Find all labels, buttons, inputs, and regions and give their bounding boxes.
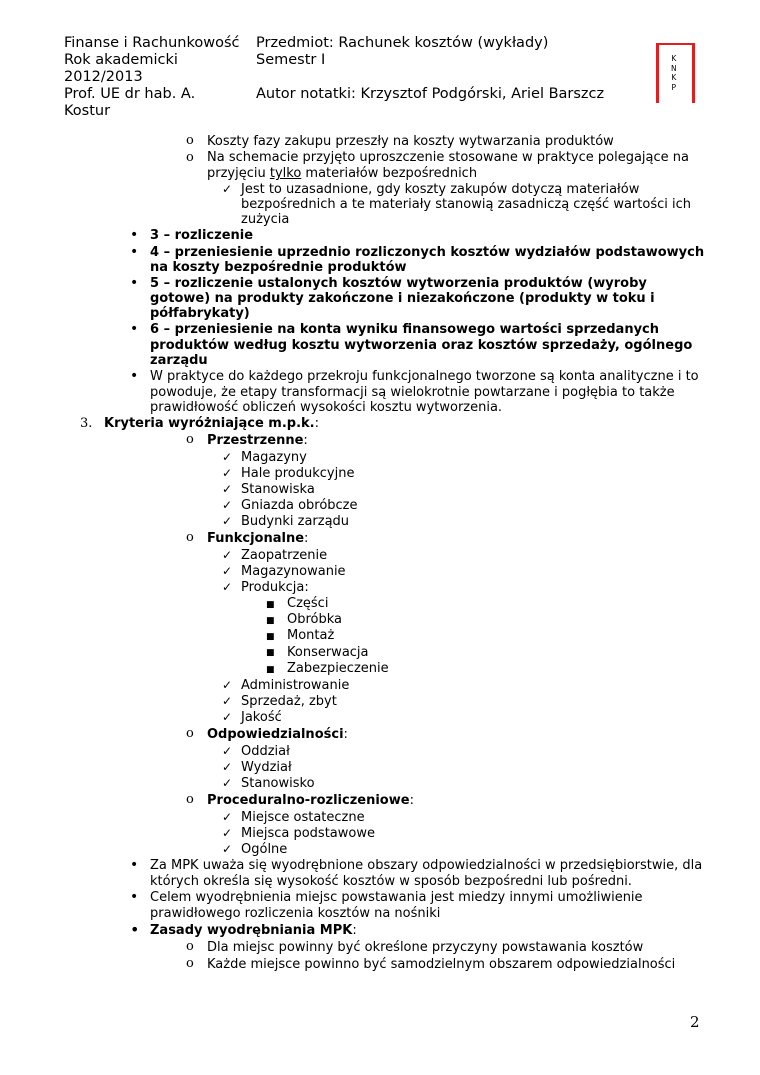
list-item: Koszty fazy zakupu przeszły na koszty wytwarzania produktów (207, 134, 614, 149)
bullet-icon: • (130, 368, 139, 384)
bullet-icon: • (130, 275, 139, 291)
list-item: Stanowiska (241, 482, 315, 497)
list-item-continued: prawidłowego rozliczenia kosztów na nośniki (150, 906, 441, 921)
square-bullet-icon: ■ (266, 600, 275, 610)
text-span: materiałów bezpośrednich (301, 166, 478, 181)
checkmark-icon: ✓ (222, 826, 233, 840)
circle-bullet-icon: o (186, 956, 194, 971)
header-faculty: Finanse i Rachunkowość (64, 35, 240, 51)
list-item: Wydział (241, 760, 292, 775)
list-item: Celem wyodrębnienia miejsc powstawania jest miedzy innymi umożliwienie (150, 890, 643, 905)
logo-letter: P (671, 82, 677, 92)
list-item-continued: gotowe) na produkty zakończone i niezakończone (produkty w toku i (150, 291, 655, 306)
list-item: Administrowanie (241, 678, 350, 693)
bullet-icon: • (130, 857, 139, 873)
checkmark-icon: ✓ (222, 760, 233, 774)
checkmark-icon: ✓ (222, 466, 233, 480)
list-item: Montaż (287, 628, 335, 643)
criterion-heading (207, 433, 308, 448)
checkmark-icon: ✓ (222, 776, 233, 790)
list-item: Hale produkcyjne (241, 466, 355, 481)
checkmark-icon: ✓ (222, 678, 233, 692)
criterion-colon: : (304, 531, 309, 546)
circle-bullet-icon: o (186, 150, 194, 165)
list-item: Zaopatrzenie (241, 548, 328, 563)
logo-letter: N (671, 63, 677, 73)
checkmark-icon: ✓ (222, 710, 233, 724)
criterion-colon: : (409, 793, 414, 808)
list-item: Każde miejsce powinno być samodzielnym obszarem odpowiedzialności (207, 957, 676, 972)
list-item: 3 – rozliczenie (150, 228, 254, 243)
logo-letter: K (671, 73, 677, 82)
header-professor: Prof. UE dr hab. A. (64, 86, 196, 102)
list-item-continued: powoduje, że etapy transformacji są wielokrotnie powtarzane i pogłębia to także (150, 385, 675, 400)
list-item-continued (207, 166, 477, 181)
page-number: 2 (690, 1013, 700, 1031)
list-item-continued: prawidłowość obliczeń wysokości kosztu wytworzenia. (150, 400, 503, 415)
checkmark-icon: ✓ (222, 842, 233, 856)
criterion-heading (207, 531, 308, 546)
list-item: Magazynowanie (241, 564, 346, 579)
list-item: Budynki zarządu (241, 514, 350, 529)
header-year-label: Rok akademicki (64, 52, 178, 68)
circle-bullet-icon: o (186, 432, 194, 447)
square-bullet-icon: ■ (266, 665, 275, 675)
list-item: Gniazda obróbcze (241, 498, 358, 513)
bullet-icon: • (130, 244, 139, 260)
checkmark-icon: ✓ (222, 564, 233, 578)
circle-bullet-icon: o (186, 792, 194, 807)
list-item: Konserwacja (287, 645, 369, 660)
list-item: Produkcja: (241, 580, 309, 595)
header-year: 2012/2013 (64, 69, 143, 85)
underlined-text: tylko (269, 166, 302, 181)
section-heading (104, 416, 319, 431)
bullet-icon: • (130, 321, 139, 337)
bullet-icon: • (130, 227, 139, 243)
list-item: Dla miejsc powinny być określone przyczyny powstawania kosztów (207, 940, 644, 955)
list-item: 6 – przeniesienie na konta wyniku finansowego wartości sprzedanych (150, 322, 660, 337)
criterion-heading (207, 727, 348, 742)
checkmark-icon: ✓ (222, 810, 233, 824)
criterion-colon: : (303, 433, 308, 448)
list-item-continued: zarządu (150, 353, 208, 368)
list-item-continued: półfabrykaty) (150, 306, 250, 321)
square-bullet-icon: ■ (266, 648, 275, 658)
list-item-continued: których określa się wysokość kosztów w sposób bezpośredni lub pośredni. (150, 874, 632, 889)
list-item-continued: produktów według kosztu wytworzenia oraz kosztów sprzedaży, ogólnego (150, 338, 693, 353)
list-item: Magazyny (241, 450, 307, 465)
heading-colon: : (314, 416, 320, 431)
checkmark-icon: ✓ (222, 498, 233, 512)
list-item: Obróbka (287, 612, 343, 627)
list-item: Za MPK uważa się wyodrębnione obszary odpowiedzialności w przedsiębiorstwie, dla (150, 858, 703, 873)
list-item: Części (287, 596, 329, 611)
heading-text: Kryteria wyróżniające m.p.k. (104, 416, 315, 431)
list-item: Miejsca podstawowe (241, 826, 375, 841)
header-professor-name: Kostur (64, 103, 111, 119)
list-item: Na schemacie przyjęto uproszczenie stosowane w praktyce polegające na (207, 150, 689, 165)
checkmark-icon: ✓ (222, 744, 233, 758)
list-item: Stanowisko (241, 776, 315, 791)
heading-colon: : (352, 923, 357, 938)
section-number: 3. (80, 416, 93, 431)
list-item: Oddział (241, 744, 290, 759)
criterion-name: Przestrzenne (207, 433, 304, 448)
list-item: Ogólne (241, 842, 288, 857)
list-item-continued: zużycia (241, 212, 290, 227)
checkmark-icon: ✓ (222, 548, 233, 562)
checkmark-icon: ✓ (222, 182, 233, 196)
square-bullet-icon: ■ (266, 616, 275, 626)
bullet-icon: • (130, 889, 139, 905)
criterion-name: Proceduralno-rozliczeniowe (207, 793, 410, 808)
circle-bullet-icon: o (186, 939, 194, 954)
square-bullet-icon: ■ (266, 632, 275, 642)
circle-bullet-icon: o (186, 133, 194, 148)
criterion-name: Odpowiedzialności (207, 727, 344, 742)
header-author: Autor notatki: Krzysztof Podgórski, Ariel Barszcz (256, 86, 605, 102)
checkmark-icon: ✓ (222, 450, 233, 464)
list-item: Miejsce ostateczne (241, 810, 365, 825)
logo-letter: K (671, 54, 677, 63)
circle-bullet-icon: o (186, 530, 194, 545)
criterion-name: Funkcjonalne (207, 531, 305, 546)
list-item: 4 – przeniesienie uprzednio rozliczonych kosztów wydziałów podstawowych (150, 245, 705, 260)
checkmark-icon: ✓ (222, 482, 233, 496)
criterion-colon: : (343, 727, 348, 742)
checkmark-icon: ✓ (222, 580, 233, 594)
list-heading (150, 923, 357, 938)
list-item-continued: bezpośrednich a te materiały stanowią zasadniczą część wartości ich (241, 197, 691, 212)
circle-bullet-icon: o (186, 726, 194, 741)
bullet-icon: • (130, 920, 140, 939)
list-item: Zabezpieczenie (287, 661, 389, 676)
checkmark-icon: ✓ (222, 694, 233, 708)
list-item: Jakość (241, 710, 282, 725)
heading-text: Zasady wyodrębniania MPK (150, 923, 353, 938)
list-item: Sprzedaż, zbyt (241, 694, 337, 709)
text-span: przyjęciu (207, 166, 270, 181)
criterion-heading (207, 793, 414, 808)
list-item: 5 – rozliczenie ustalonych kosztów wytworzenia produktów (wyroby (150, 276, 647, 291)
header-semester: Semestr I (256, 52, 326, 68)
list-item: Jest to uzasadnione, gdy koszty zakupów dotyczą materiałów (241, 182, 640, 197)
checkmark-icon: ✓ (222, 514, 233, 528)
header-subject: Przedmiot: Rachunek kosztów (wykłady) (256, 35, 549, 51)
list-item: W praktyce do każdego przekroju funkcjonalnego tworzone są konta analityczne i to (150, 369, 699, 384)
list-item-continued: na koszty bezpośrednie produktów (150, 260, 407, 275)
